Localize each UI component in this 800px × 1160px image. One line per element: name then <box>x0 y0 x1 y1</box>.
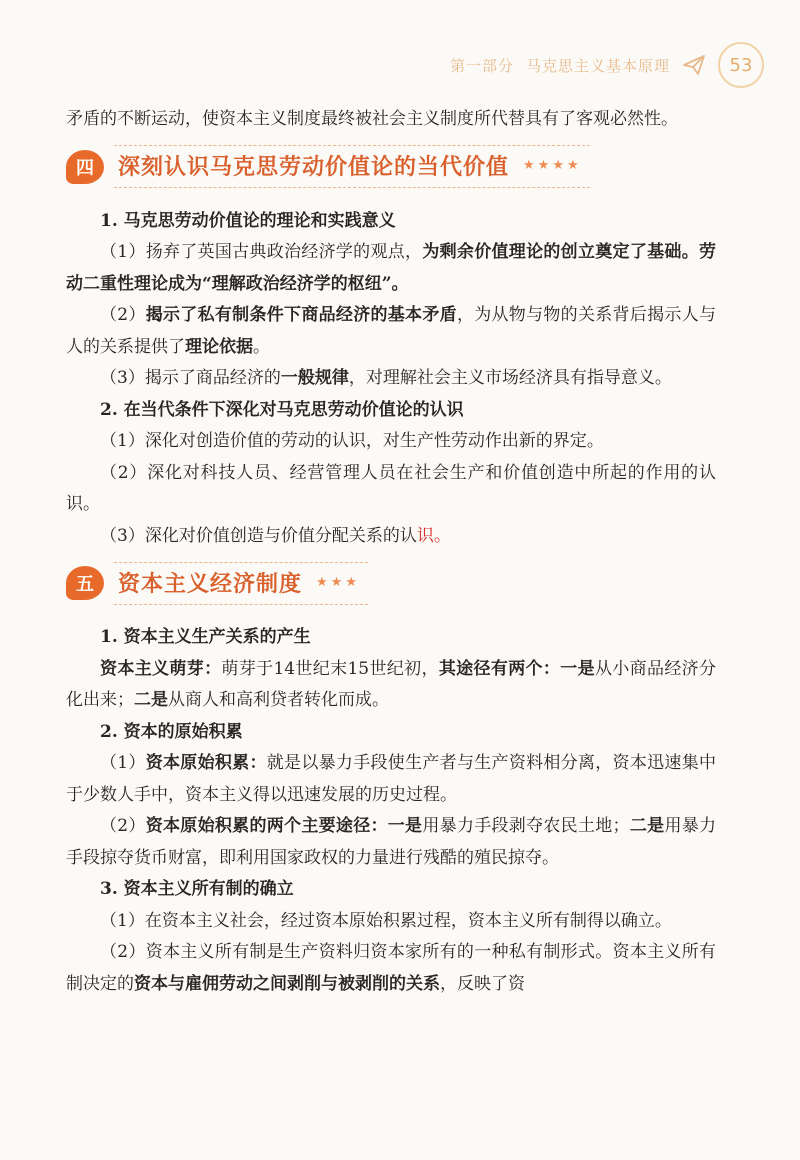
section-5-stars: ★★★ <box>316 574 360 590</box>
section-5-sub-2: 2. 资本的原始积累 <box>100 721 243 742</box>
s4-p2-d: 理论依据 <box>185 336 253 357</box>
s4-para-3 <box>66 363 716 395</box>
paper-plane-icon <box>682 53 706 77</box>
s4-p1-b: 为剩余价值理论的创立奠定了基础。劳动二重性理论成为“理解政治经济学的枢纽”。 <box>66 242 716 294</box>
s5-a2-d: 二是 <box>629 816 665 836</box>
s5-para-1 <box>66 654 716 717</box>
s5-a2-c: 用暴力手段剥夺农民土地； <box>422 816 630 836</box>
section-4-sub-2: 2. 在当代条件下深化对马克思劳动价值论的认识 <box>100 399 464 420</box>
section-5-title: 资本主义经济制度 <box>118 570 303 597</box>
section-5-badge: 五 <box>66 566 104 600</box>
s5-s1-a: 资本主义萌芽： <box>100 658 222 679</box>
section-4-title: 深刻认识马克思劳动价值论的当代价值 <box>118 154 510 180</box>
section-4-title-frame <box>114 145 590 188</box>
s4-para-1 <box>66 237 716 300</box>
s5-s1-f: 从商人和高利贷者转化而成。 <box>168 690 389 710</box>
header-part: 第一部分 <box>449 56 514 75</box>
intro-text-1: 矛盾的不断运动，使资本主义制度最终被社会主义制度所代替具有了客观 <box>66 109 610 129</box>
s4-p3-a: （3）揭示了商品经济的 <box>100 368 281 388</box>
s5-a1-c: 就是以暴力手段使生产者与生产资料相分离，资本迅速集中于少数人手中，资本主义得以迅速发展的历史过程。 <box>66 753 717 805</box>
s5-s1-d: 从小商品经济分化出来； <box>66 658 717 710</box>
s5-a2 <box>66 811 716 874</box>
s5-b2-b: 资本与雇佣劳动之间剥削与被剥削的关系 <box>134 973 440 994</box>
page-header <box>450 40 764 90</box>
s4-p2-a: （2） <box>100 305 146 325</box>
s4-p2-c: ，为从物与物的关系背后揭示人与人的关系提供了 <box>66 305 717 357</box>
section-4-heading <box>66 142 716 192</box>
page-number: 53 <box>718 42 764 88</box>
page-content <box>66 104 716 1000</box>
s5-b1: （1）在资本主义社会，经过资本原始积累过程，资本主义所有制得以确立。 <box>100 910 672 931</box>
s4-q3-a: （3）深化对价值创造与价值分配关系的认 <box>100 525 417 546</box>
section-4-sub-1: 1. 马克思劳动价值论的理论和实践意义 <box>100 210 396 231</box>
section-4-stars: ★★★★ <box>523 158 582 173</box>
s5-b2 <box>66 937 716 1000</box>
header-chapter: 马克思主义基本原理 <box>525 56 670 75</box>
s5-s1-c: 其途径有两个：一是 <box>438 658 595 679</box>
intro-text-2: 必然性。 <box>610 109 678 129</box>
s5-a2-b: 资本原始积累的两个主要途径：一是 <box>145 816 423 836</box>
intro-paragraph <box>66 104 716 136</box>
s4-q2: （2）深化对科技人员、经营管理人员在社会生产和价值创造中所起的作用的认识。 <box>66 462 716 514</box>
section-5-title-frame <box>114 562 368 605</box>
s4-p2-e: 。 <box>253 336 270 357</box>
section-5-sub-1: 1. 资本主义生产关系的产生 <box>100 627 311 647</box>
s4-p3-b: 一般规律 <box>280 368 349 388</box>
s5-a1-b: 资本原始积累： <box>145 753 267 773</box>
s5-s1-e: 二是 <box>134 690 168 710</box>
s4-q1: （1）深化对创造价值的劳动的认识，对生产性劳动作出新的界定。 <box>100 431 604 451</box>
s4-p2-b: 揭示了私有制条件下商品经济的基本矛盾 <box>145 305 457 325</box>
s4-p3-c: ，对理解社会主义市场经济具有指导意义。 <box>348 368 672 388</box>
s4-q3 <box>66 521 716 553</box>
s5-s1-b: 萌芽于14世纪末15世纪初， <box>221 658 439 679</box>
s5-b2-c: ，反映了资 <box>440 973 525 994</box>
section-4-badge: 四 <box>66 150 104 184</box>
s4-p1-a: （1）扬弃了英国古典政治经济学的观点， <box>100 242 423 262</box>
s5-a1 <box>66 748 716 811</box>
s4-para-2 <box>66 300 716 363</box>
section-5-sub-3: 3. 资本主义所有制的确立 <box>100 879 294 899</box>
section-5-heading <box>66 558 716 608</box>
s5-a2-e: 用暴力手段掠夺货币财富，即利用国家政权的力量进行残酷的殖民掠夺。 <box>66 816 717 868</box>
s5-a2-a: （2） <box>100 816 146 836</box>
s5-b2-a: （2）资本主义所有制是生产资料归资本家所有的一种私有制形式。资本主义所有制决定的 <box>66 942 716 994</box>
s4-q3-b: 识。 <box>416 525 451 546</box>
s5-a1-a: （1） <box>100 753 146 773</box>
